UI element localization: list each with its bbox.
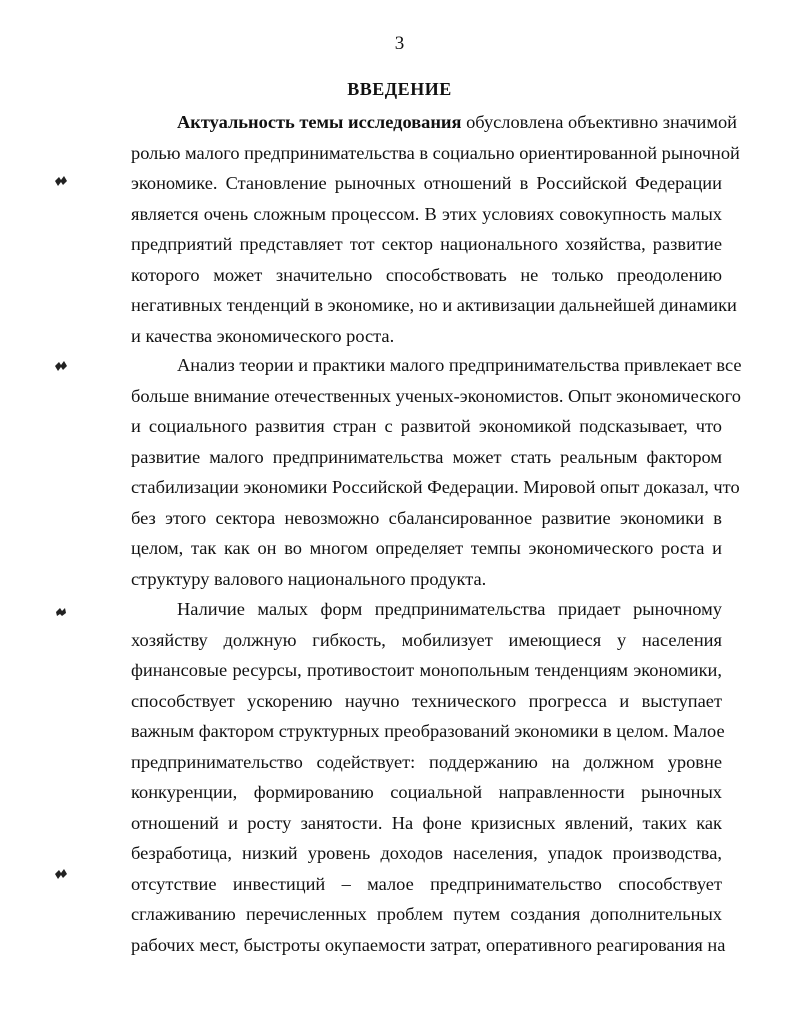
text-line: целом, так как он во многом определяет темпы экономического роста и: [131, 538, 722, 558]
text-line: сглаживанию перечисленных проблем путем создания дополнительных: [131, 904, 722, 924]
text-line: хозяйству должную гибкость, мобилизует имеющиеся у населения: [131, 630, 722, 650]
lead-phrase: Актуальность темы исследования: [177, 112, 462, 132]
text-line: является очень сложным процессом. В этих условиях совокупность малых: [131, 204, 722, 224]
text-line: и качества экономического роста.: [131, 326, 395, 346]
text-line: стабилизации экономики Российской Федерации. Мировой опыт доказал, что: [131, 477, 740, 497]
text-line: негативных тенденций в экономике, но и активизации дальнейшей динамики: [131, 295, 737, 315]
text-fragment: обусловлена объективно значимой: [466, 112, 738, 132]
text-line: безработица, низкий уровень доходов населения, упадок производства,: [131, 843, 722, 863]
text-line: больше внимание отечественных ученых-экономистов. Опыт экономического: [131, 386, 741, 406]
text-line: Анализ теории и практики малого предпринимательства привлекает все: [177, 355, 742, 375]
text-line: экономике. Становление рыночных отношений в Российской Федерации: [131, 173, 722, 193]
text-line: [177, 107, 738, 138]
text-line: рабочих мест, быстроты окупаемости затрат, оперативного реагирования на: [131, 935, 726, 955]
text-line: и социального развития стран с развитой экономикой подсказывает, что: [131, 416, 722, 436]
text-line: без этого сектора невозможно сбалансированное развитие экономики в: [131, 508, 722, 528]
text-line: отношений и росту занятости. На фоне кризисных явлений, таких как: [131, 813, 722, 833]
text-line: предприятий представляет тот сектор национального хозяйства, развитие: [131, 234, 722, 254]
text-line: которого может значительно способствовать не только преодолению: [131, 265, 722, 285]
text-line: важным фактором структурных преобразований экономики в целом. Малое: [131, 721, 725, 741]
text-line: предпринимательство содействует: поддержанию на должном уровне: [131, 752, 722, 772]
binding-hole-mark-icon: [54, 360, 68, 372]
text-line: способствует ускорению научно технического прогресса и выступает: [131, 691, 722, 711]
binding-hole-mark-icon: [54, 606, 68, 618]
text-line: Наличие малых форм предпринимательства придает рыночному: [177, 599, 722, 619]
page-number: 3: [394, 33, 405, 54]
text-line: развитие малого предпринимательства может стать реальным фактором: [131, 447, 722, 467]
text-line: ролью малого предпринимательства в социально ориентированной рыночной: [131, 143, 740, 163]
binding-hole-mark-icon: [54, 868, 68, 880]
text-line: финансовые ресурсы, противостоит монопольным тенденциям экономики,: [131, 660, 722, 680]
binding-hole-mark-icon: [54, 175, 68, 187]
text-line: отсутствие инвестиций – малое предпринимательство способствует: [131, 874, 722, 894]
section-heading: ВВЕДЕНИЕ: [347, 79, 452, 99]
text-line: структуру валового национального продукта.: [131, 569, 487, 589]
text-line: конкуренции, формированию социальной направленности рыночных: [131, 782, 722, 802]
